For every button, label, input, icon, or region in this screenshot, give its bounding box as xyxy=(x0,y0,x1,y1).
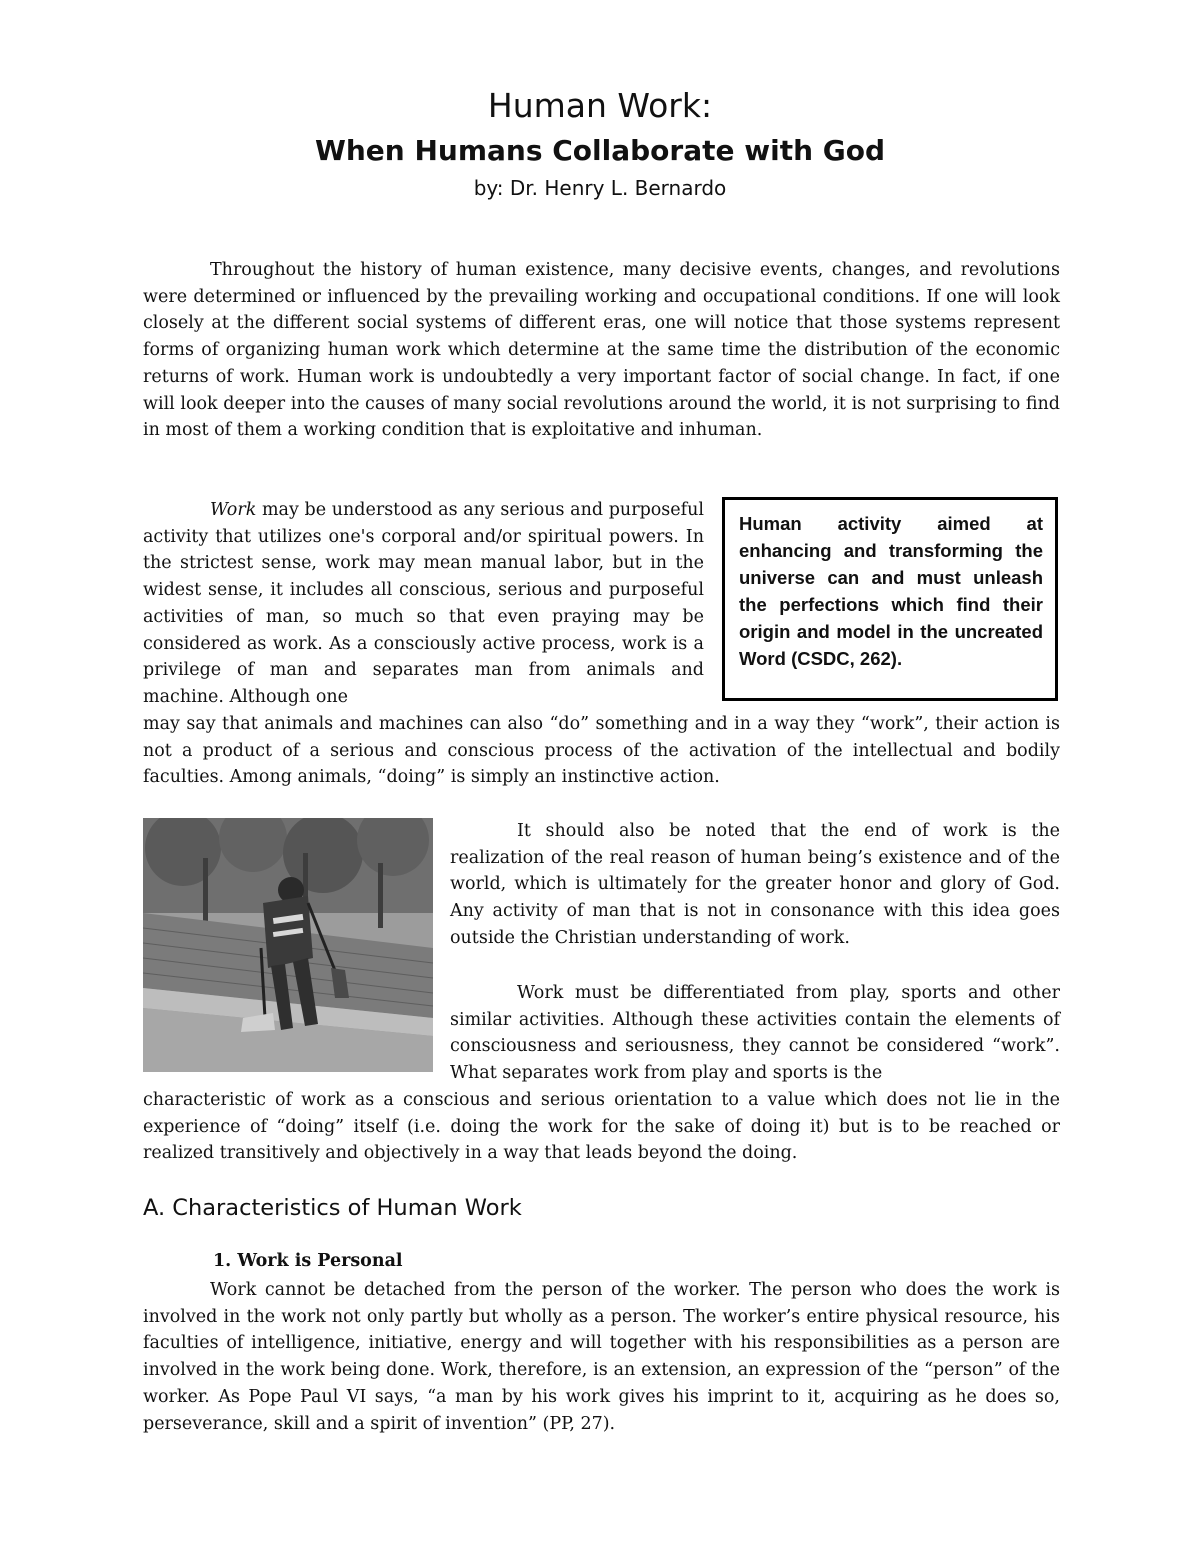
author-byline: by: Dr. Henry L. Bernardo xyxy=(473,176,727,200)
document-subtitle: When Humans Collaborate with God xyxy=(314,134,886,167)
document-title: Human Work: xyxy=(487,86,713,125)
subsection-1-heading: 1. Work is Personal xyxy=(213,1251,403,1271)
end-of-work-paragraph: It should also be noted that the end of work is the realization of the real reason of human being’s existence and of the world, which is ultimately for the greater honor and glory of God. Any activity of man that is not in consonance with this idea goes outside the Christian understanding of work. xyxy=(450,821,1060,948)
intro-paragraph: Throughout the history of human existence, many decisive events, changes, and revolutions were determined or influenced by the prevailing working and occupational conditions. If one will look closely at the different social systems of different eras, one will notice that those systems represent forms of organizing human work which determine at the same time the distribution of the economic returns of work. Human work is undoubtedly a very important factor of social change. In fact, if one will look deeper into the causes of many social revolutions around the world, it is not surprising to find in most of them a working condition that is exploitative and inhuman. xyxy=(143,260,1060,441)
definition-lead-word: Work xyxy=(210,500,257,520)
definition-paragraph-continued: may say that animals and machines can also “do” something and in a way they “work”, their action is not a product of a serious and conscious process of the activation of the intellectual and bodily faculties. Among animals, “doing” is simply an instinctive action. xyxy=(143,714,1060,788)
quote-callout-box: Human activity aimed at enhancing and transforming the universe can and must unleash the perfections which find their origin and model in the uncreated Word (CSDC, 262). xyxy=(722,497,1058,701)
definition-text-part1: may be understood as any serious and purposeful activity that utilizes one's corporal and/or spiritual powers. In the strictest sense, work may mean manual labor, but in the widest sense, it includes all conscious, serious and purposeful activities of man, so much so that even praying may be considered as work. As a consciously active process, work is a privilege of man and separates man from animals and machine. Although one xyxy=(143,500,704,707)
work-is-personal-paragraph: Work cannot be detached from the person of the worker. The person who does the work is involved in the work not only partly but wholly as a person. The worker’s entire physical resource, his faculties of intelligence, initiative, energy and will together with his responsibilities as a person are involved in the work being done. Work, therefore, is an extension, an expression of the “person” of the worker. As Pope Paul VI says, “a man by his work gives his imprint to it, acquiring as he does so, perseverance, skill and a spirit of invention” (PP, 27). xyxy=(143,1280,1060,1434)
street-sweeper-illustration xyxy=(143,818,433,1072)
street-sweeper-photo xyxy=(143,818,433,1072)
work-vs-play-paragraph-continued: characteristic of work as a conscious and serious orientation to a value which does not lie in the experience of “doing” itself (i.e. doing the work for the sake of doing it) but is to be reached or realized transitively and objectively in a way that leads beyond the doing. xyxy=(143,1090,1060,1164)
section-a-heading: A. Characteristics of Human Work xyxy=(143,1195,522,1221)
work-vs-play-paragraph: Work must be differentiated from play, sports and other similar activities. Although these activities contain the elements of consciousness and seriousness, they cannot be considered “work”. What separates work from play and sports is the xyxy=(450,983,1060,1084)
definition-paragraph xyxy=(143,497,704,711)
